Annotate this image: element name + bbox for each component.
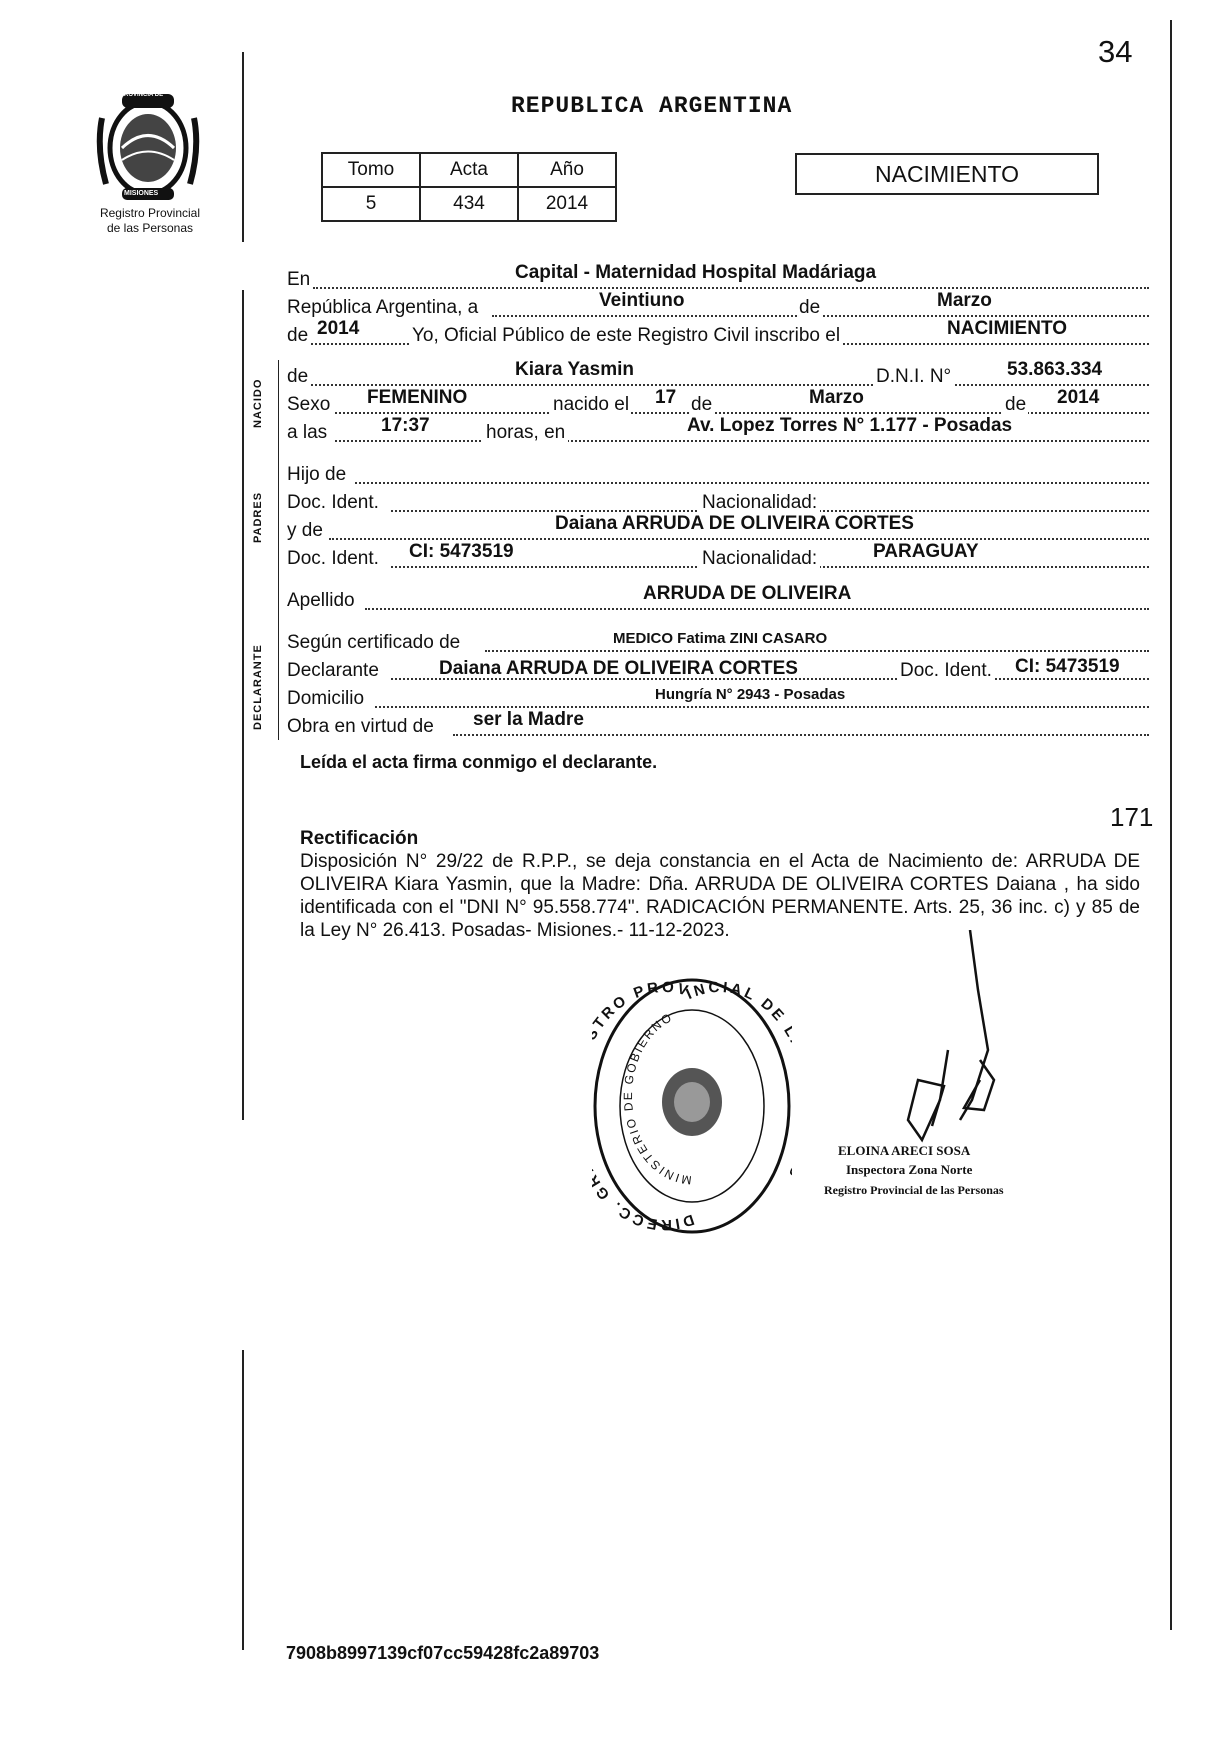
row-year	[287, 318, 1149, 349]
official-stamp	[592, 976, 792, 1236]
left-margin-line	[242, 52, 244, 242]
declarante-doc: CI: 5473519	[1015, 656, 1120, 677]
closing-statement: Leída el acta firma conmigo el declarante.	[300, 752, 658, 772]
doc2-nacionalidad-label: Nacionalidad:	[699, 548, 820, 570]
nacido-label: nacido el	[553, 394, 630, 415]
stamp-outer-text: DIRECC. G TRO PROVINCIAL DE	[592, 978, 790, 1234]
registry-logo	[92, 88, 204, 204]
acta-header-anio: Año	[518, 153, 616, 187]
hora-place: Av. Lopez Torres N° 1.177 - Posadas	[687, 415, 1013, 436]
country-title: REPUBLICA ARGENTINA	[511, 93, 793, 119]
dni-label: D.N.I. N°	[873, 366, 954, 388]
signatory-title: Inspectora Zona Norte	[846, 1162, 973, 1177]
acta-header-acta: Acta	[420, 153, 518, 187]
row-hora	[287, 415, 1149, 446]
apellido-value: ARRUDA DE OLIVEIRA	[643, 583, 852, 604]
row-hijo	[287, 460, 1149, 488]
republica-month: Marzo	[937, 290, 992, 311]
doc2-nacionalidad: PARAGUAY	[873, 541, 979, 562]
apellido-label: Apellido	[287, 590, 355, 611]
row-doc2	[287, 541, 1149, 572]
row-domicilio	[287, 684, 1149, 712]
nacido-year: 2014	[1057, 387, 1100, 408]
doc2-value: CI: 5473519	[409, 541, 514, 562]
handwritten-signature-icon	[860, 930, 1030, 1160]
signatory-office: Registro Provincial de las Personas	[824, 1183, 1004, 1197]
ymadre-label: y de	[287, 520, 323, 541]
horas-label: horas, en	[483, 422, 568, 444]
declarante-doc-label: Doc. Ident.	[897, 660, 995, 682]
right-margin-line	[1170, 20, 1172, 1630]
provincial-seal-icon	[92, 88, 204, 204]
dni-value: 53.863.334	[1007, 359, 1103, 380]
year-row-text: Yo, Oficial Público de este Registro Civil inscribo el	[409, 325, 843, 347]
hora-label: a las	[287, 422, 328, 443]
hijo-label: Hijo de	[287, 464, 347, 485]
certificado-label: Según certificado de	[287, 632, 461, 653]
doc-type-box	[795, 153, 1099, 195]
registry-name-line1: Registro Provincial	[99, 206, 201, 220]
acta-table	[321, 152, 617, 222]
nacido-de2: de	[1005, 394, 1027, 415]
row-republica	[287, 290, 1149, 321]
rectificacion-title: Rectificación	[300, 828, 419, 849]
en-value: Capital - Maternidad Hospital Madáriaga	[515, 262, 877, 283]
year-row-event: NACIMIENTO	[947, 318, 1067, 339]
row-sexo	[287, 387, 1149, 418]
nacido-day: 17	[655, 387, 677, 408]
acta-value-anio: 2014	[518, 187, 616, 221]
year-row-year: 2014	[317, 318, 360, 339]
nacido-month: Marzo	[809, 387, 864, 408]
republica-day: Veintiuno	[599, 290, 685, 311]
left-margin-line-bottom	[242, 1350, 244, 1650]
section-divider-line	[278, 360, 279, 740]
sexo-value: FEMENINO	[367, 387, 468, 408]
registry-name-line2: de las Personas	[106, 221, 194, 235]
domicilio-label: Domicilio	[287, 688, 365, 709]
row-obra	[287, 709, 1149, 740]
acta-header-tomo: Tomo	[322, 153, 420, 187]
obra-label: Obra en virtud de	[287, 716, 434, 737]
left-margin-line-lower	[242, 290, 244, 1120]
acta-value-tomo: 5	[322, 187, 420, 221]
signatory-name: ELOINA ARECI SOSA	[838, 1143, 971, 1158]
en-label: En	[287, 269, 311, 290]
nombre-value: Kiara Yasmin	[515, 359, 635, 380]
side-label-nacido: NACIDO	[252, 378, 264, 428]
declarante-value: Daiana ARRUDA DE OLIVEIRA CORTES	[439, 658, 798, 679]
hora-value: 17:37	[381, 415, 430, 436]
obra-value: ser la Madre	[473, 709, 584, 730]
side-label-padres: PADRES	[252, 491, 264, 543]
certificado-value: MEDICO Fatima ZINI CASARO	[613, 630, 828, 647]
row-declarante	[287, 656, 1149, 684]
registry-seal-text-top: PROVINCIA DE	[120, 92, 164, 98]
row-nombre	[287, 359, 1149, 390]
stamp-seal-icon	[592, 976, 792, 1236]
row-doc1	[287, 488, 1149, 516]
declarante-label: Declarante	[287, 660, 379, 681]
signature	[860, 930, 1030, 1160]
page-number: 34	[1098, 34, 1133, 69]
row-certificado	[287, 628, 1149, 656]
sexo-label: Sexo	[287, 394, 331, 415]
row-madre	[287, 513, 1149, 544]
rectificacion-body: Disposición N° 29/22 de R.P.P., se deja constancia en el Acta de Nacimiento de: ARRUDA DE OLIVEIRA Kiara Yasmin, que la Madre: Dña. ARRUDA DE OLIVEIRA CORTES Daiana , ha sido identificada con el "DNI N° 95.558.774". RADICACIÓN PERMANENTE. Arts. 25, 36 inc. c) y 85 de la Ley N° 26.413. Posadas- Misiones.- 11-12-2023.	[300, 851, 1140, 941]
side-label-declarante: DECLARANTE	[252, 644, 264, 730]
republica-label: República Argentina, a	[287, 297, 479, 318]
document-hash: 7908b8997139cf07cc59428fc2a89703	[286, 1643, 600, 1663]
ymadre-value: Daiana ARRUDA DE OLIVEIRA CORTES	[555, 513, 914, 534]
acta-value-acta: 434	[420, 187, 518, 221]
doc2-label: Doc. Ident.	[287, 548, 379, 569]
republica-de: de	[799, 297, 821, 318]
doc1-label: Doc. Ident.	[287, 492, 379, 513]
domicilio-value: Hungría N° 2943 - Posadas	[655, 686, 846, 703]
rectificacion-number: 171	[1110, 802, 1154, 832]
row-en	[287, 262, 1149, 293]
nacido-de1: de	[691, 394, 713, 415]
row-apellido	[287, 583, 1149, 614]
nombre-label: de	[287, 366, 309, 387]
stamp-inner-text: MINISTERIO DE GOBIERNO	[620, 1009, 693, 1188]
doc1-nacionalidad-label: Nacionalidad:	[699, 492, 820, 514]
registry-seal-text-bottom: MISIONES	[124, 190, 159, 197]
year-row-label: de	[287, 325, 309, 346]
doc-type-label: NACIMIENTO	[875, 161, 1019, 187]
